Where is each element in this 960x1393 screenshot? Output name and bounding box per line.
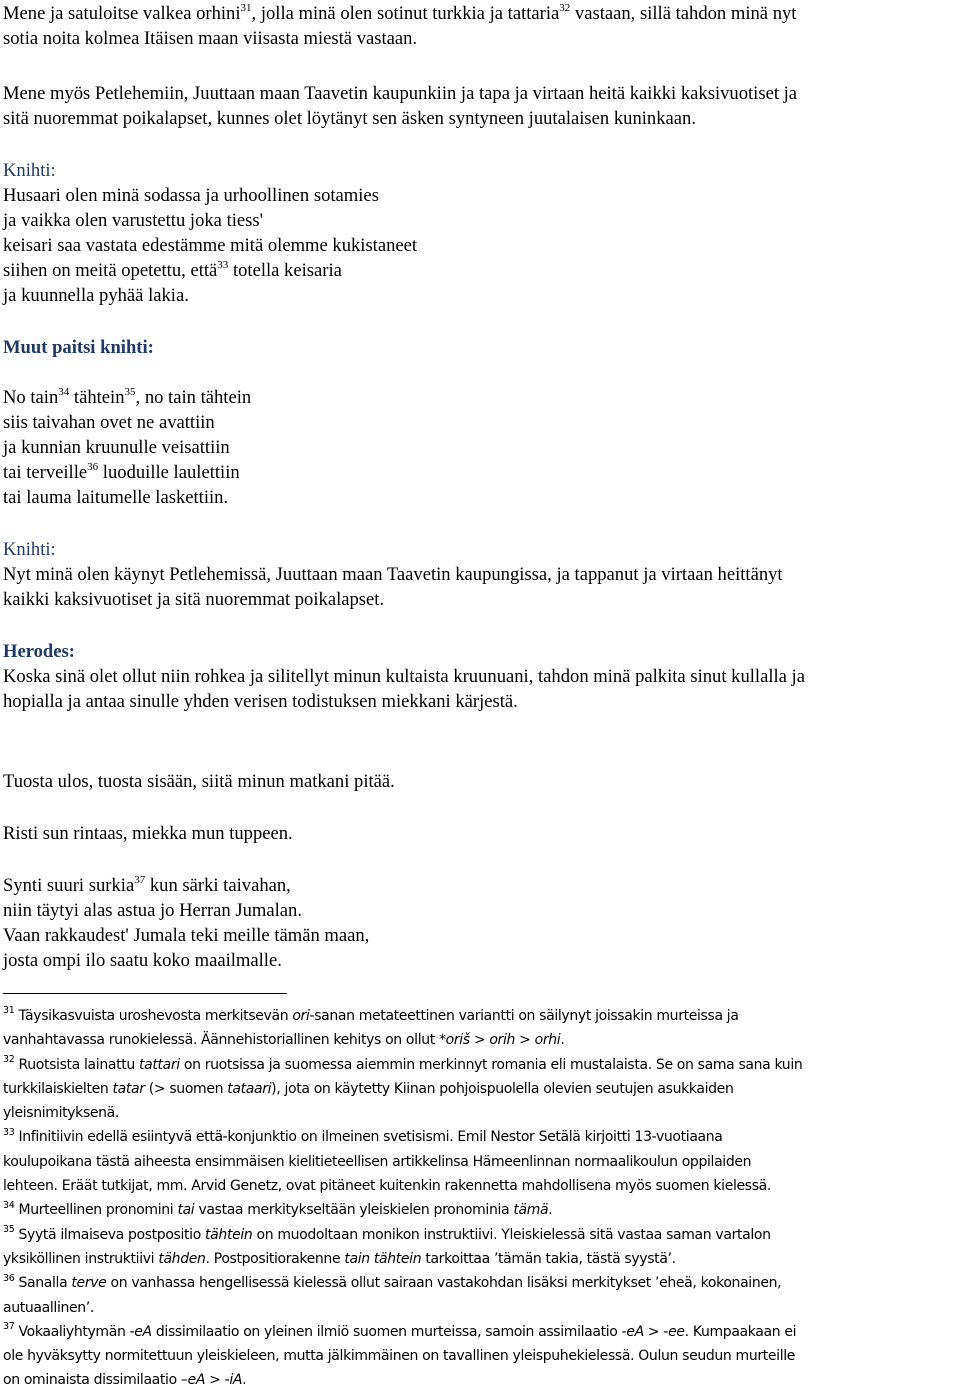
speaker-label: Muut paitsi knihti: <box>3 337 154 358</box>
text-run: tai terveille <box>3 462 88 483</box>
verse-line: Risti sun rintaas, miekka mun tuppeen. <box>3 823 293 844</box>
speaker-label: Herodes: <box>3 641 75 662</box>
text-run: tähtein <box>69 387 125 408</box>
verse-line: ja kuunnella pyhää lakia. <box>3 285 189 306</box>
text-run: No tain <box>3 387 59 408</box>
document-page <box>3 0 958 973</box>
footnotes <box>3 1004 958 1393</box>
footnote-33-cont: koulupoikana tästä aiheesta ensimmäisen kielitieteellisen artikkelinsa Hämeenlinnan normaalikoulun oppilaiden <box>3 1153 752 1170</box>
verse-line: josta ompi ilo saatu koko maailmalle. <box>3 950 282 971</box>
verse-line <box>3 460 958 485</box>
footnote-ref-33[interactable]: 33 <box>217 258 229 271</box>
footnote-37-cont: on ominaista dissimilaatio –eA > -iA. <box>3 1372 247 1389</box>
text-run: totella keisaria <box>228 260 342 281</box>
text-run: kun särki taivahan, <box>145 875 291 896</box>
footnote-37-cont: ole hyväksytty normitettuun yleiskieleen, mutta jälkimmäinen on tavallinen yleispuhekielessä. Oulun seudun murteille <box>3 1348 796 1365</box>
footnote-36: $^{36}$ Sanalla terve on vanhassa hengellisessä kielessä ollut sairaan vastakohdan lisäksi merkitykset ’eheä, kokonainen, <box>3 1272 782 1292</box>
verse-line: tai lauma laitumelle laskettiin. <box>3 487 229 508</box>
text-line: Mene myös Petlehemiin, Juuttaan maan Taavetin kaupunkiin ja tapa ja virtaan heitä kaikki kaksivuotiset ja <box>3 83 798 104</box>
text-line: Koska sinä olet ollut niin rohkea ja silitellyt minun kultaista kruunuani, tahdon minä palkita sinut kullalla ja <box>3 666 805 687</box>
footnote-number: 35 <box>3 1224 15 1236</box>
verse-line: Husaari olen minä sodassa ja urhoollinen sotamies <box>3 185 379 206</box>
herodes-speech <box>3 639 958 714</box>
text-run: luoduille laulettiin <box>98 462 240 483</box>
text-run: , jolla minä olen sotinut turkkia ja tattaria <box>251 3 560 24</box>
footnote-32-cont: turkkilaiskielten tatar (> suomen tataari), jota on käytetty Kiinan pohjoispuolella olevien seutujen asukkaiden <box>3 1080 734 1097</box>
footnote-37: $^{37}$ Vokaaliyhtymän -eA dissimilaatio on yleinen ilmiö suomen murteissa, samoin assimilaatio -eA > -ee. Kumpaakaan ei <box>3 1321 797 1340</box>
paragraph-petlehem <box>3 81 958 131</box>
text-line: kaikki kaksivuotiset ja sitä nuoremmat poikalapset. <box>3 589 385 610</box>
footnote-number: 31 <box>3 1005 15 1017</box>
text-line: sotia noita kolmea Itäisen maan viisasta miestä vastaan. <box>3 28 418 49</box>
verse-line: ja vaikka olen varustettu joka tiess' <box>3 210 263 231</box>
speaker-label: Knihti: <box>3 160 56 181</box>
text-run: Mene ja satuloitse valkea orhini <box>3 3 241 24</box>
verse-line <box>3 258 958 283</box>
footnote-number: 32 <box>3 1053 15 1065</box>
footnote-32: $^{32}$ Ruotsista lainattu tattari on ruotsissa ja suomessa aiemmin merkinnyt romania eli mustalaista. Se on sama sana kuin <box>3 1053 803 1073</box>
verse-line: keisari saa vastata edestämme mitä olemme kukistaneet <box>3 235 418 256</box>
footnote-33: $^{33}$ Infinitiivin edellä esiintyvä että-konjunktio on ilmeinen svetisismi. Emil Nestor Setälä kirjoitti 13-vuotiaana <box>3 1126 723 1146</box>
footnote-34: $^{34}$ Murteellinen pronomini tai vastaa merkitykseltään yleiskielen pronominia tämä. <box>3 1199 553 1219</box>
verse-line <box>3 873 958 898</box>
footnote-33-cont: lehteen. Eräät tutkijat, mm. Arvid Genetz, ovat pitäneet kuitenkin rakennetta mahdollisena myös suomen kielessä. <box>3 1178 771 1195</box>
knihti-verse <box>3 158 958 308</box>
song-verse <box>3 769 958 973</box>
footnote-ref-31[interactable]: 31 <box>240 1 252 14</box>
footnote-number: 36 <box>3 1272 15 1284</box>
footnote-separator <box>3 993 287 994</box>
footnote-35-cont: yksiköllinen instruktiivi tähden. Postpositiorakenne tain tähtein tarkoittaa ’tämän takia, tästä syystä’. <box>3 1250 676 1267</box>
verse-line: niin täytyi alas astua jo Herran Jumalan. <box>3 900 302 921</box>
footnote-36-cont: autuaallinen’. <box>3 1299 95 1316</box>
speaker-label: Knihti: <box>3 539 56 560</box>
footnote-number: 37 <box>3 1321 15 1333</box>
text-line: sitä nuoremmat poikalapset, kunnes olet löytänyt sen äsken syntyneen juutalaisen kuninkaan. <box>3 108 696 129</box>
verse-line <box>3 385 958 410</box>
footnote-32-cont: yleisnimityksenä. <box>3 1105 120 1122</box>
footnote-ref-37[interactable]: 37 <box>134 873 146 886</box>
paragraph-orhi <box>3 0 958 51</box>
footnote-ref-32[interactable]: 32 <box>559 1 571 14</box>
footnote-number: 34 <box>3 1199 15 1211</box>
muut-verse <box>3 335 958 510</box>
footnote-35: $^{35}$ Syytä ilmaiseva postpositio tähtein on muodoltaan monikon instruktiivi. Yleiskielessä sitä vastaa saman vartalon <box>3 1224 771 1243</box>
verse-line: Tuosta ulos, tuosta sisään, siitä minun matkani pitää. <box>3 771 395 792</box>
text-run: Synti suuri surkia <box>3 875 135 896</box>
footnote-31-cont: vanhahtavassa runokielessä. Äännehistoriallinen kehitys on ollut *oriš > orih > orhi. <box>3 1032 565 1049</box>
footnote-ref-34[interactable]: 34 <box>58 385 70 398</box>
verse-line: Vaan rakkaudest' Jumala teki meille tämän maan, <box>3 925 370 946</box>
text-line <box>3 1 958 26</box>
text-run: , no tain tähtein <box>135 387 252 408</box>
text-run: siihen on meitä opetettu, että <box>3 260 218 281</box>
verse-line: ja kunnian kruunulle veisattiin <box>3 437 230 458</box>
footnote-ref-36[interactable]: 36 <box>87 460 99 473</box>
footnote-ref-35[interactable]: 35 <box>124 385 136 398</box>
knihti-speech <box>3 537 958 612</box>
text-run: vastaan, sillä tahdon minä nyt <box>570 3 797 24</box>
verse-line: siis taivahan ovet ne avattiin <box>3 412 215 433</box>
text-line: Nyt minä olen käynyt Petlehemissä, Juuttaan maan Taavetin kaupungissa, ja tappanut ja virtaan heittänyt <box>3 564 783 585</box>
footnote-number: 33 <box>3 1126 15 1138</box>
footnote-31: $^{31}$ Täysikasvuista uroshevosta merkitsevän ori-sanan metateettinen variantti on säilynyt joissakin murteissa ja <box>3 1005 739 1024</box>
text-line: hopialla ja antaa sinulle yhden verisen todistuksen miekkani kärjestä. <box>3 691 518 712</box>
